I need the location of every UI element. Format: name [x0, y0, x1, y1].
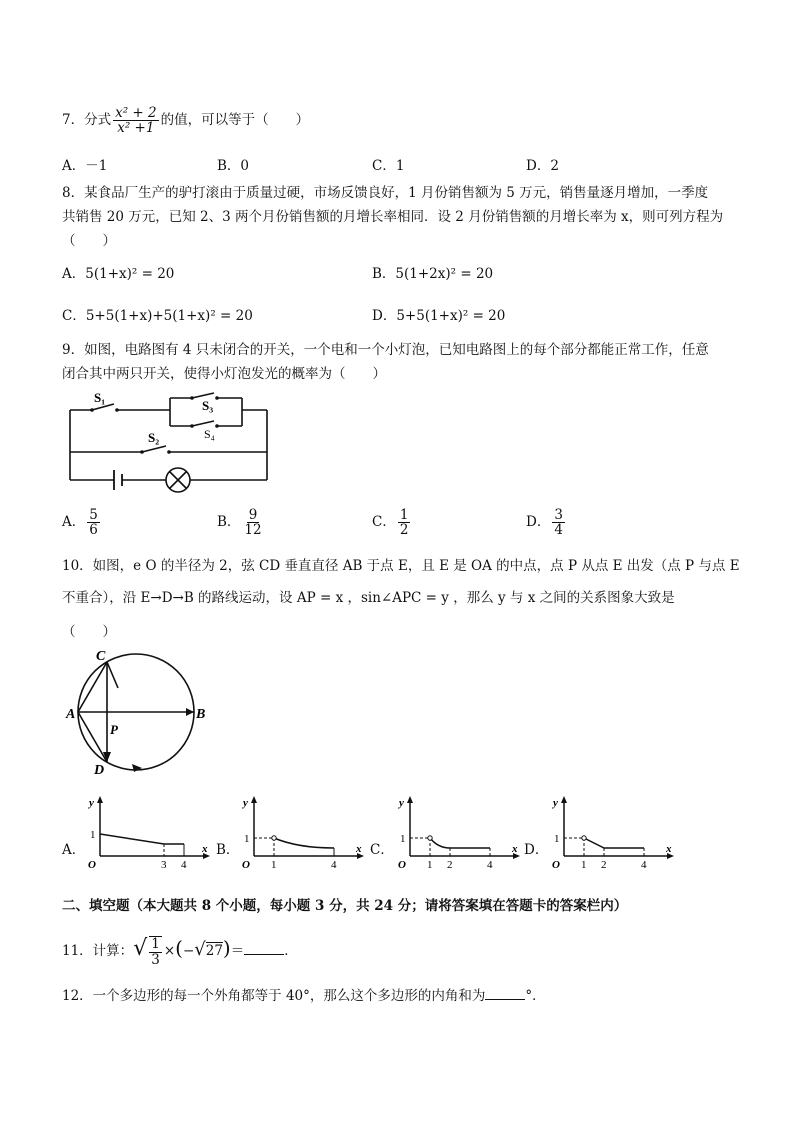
q7-numerator: x² + 2	[115, 104, 157, 121]
q11-suffix: ．	[284, 943, 298, 959]
graph-d-origin: O	[552, 859, 560, 871]
graph-d-tick-2: 2	[601, 859, 607, 871]
q10-graph-a	[84, 792, 214, 872]
q9-option-d-fraction	[552, 508, 565, 537]
q11-minus: −	[182, 943, 195, 959]
graph-b-origin: O	[242, 859, 250, 871]
q7-option-d[interactable]: D．2	[526, 158, 559, 174]
q10-option-c[interactable]	[370, 792, 525, 882]
q7-suffix: 的值，可以等于（ ）	[160, 112, 310, 128]
q10-option-a-letter: A．	[62, 842, 86, 858]
graph-a-tick-4: 4	[181, 859, 187, 871]
q7-option-b[interactable]: B．0	[217, 158, 250, 174]
q10-option-d[interactable]	[524, 792, 679, 882]
q8-option-b[interactable]: B．5(1+2x)² = 20	[372, 266, 494, 282]
switch-s4-label: S₄	[204, 427, 215, 441]
q11-fraction	[149, 936, 162, 966]
q9-option-a[interactable]	[62, 508, 102, 537]
graph-d-y: y	[553, 797, 558, 809]
graph-d-tick-1: 1	[581, 859, 587, 871]
switch-s3-label: S₃	[202, 398, 214, 413]
q10-line3: （ ）	[62, 624, 116, 640]
q9-line1: 9．如图，电路图有 4 只未闭合的开关，一个电和一个小灯泡，已知电路图上的每个部分都能正常工作，任意	[62, 342, 709, 358]
q12-answer-blank[interactable]	[485, 987, 525, 1000]
graph-b-one: 1	[244, 833, 250, 845]
graph-c-tick-2: 2	[447, 859, 453, 871]
q7-prefix: 7．分式	[62, 112, 112, 128]
graph-a-origin: O	[88, 859, 96, 871]
q7-denominator: x² +1	[117, 120, 155, 136]
q9-line2: 闭合其中两只开关，使得小灯泡发光的概率为（ ）	[62, 366, 386, 382]
q9-option-d-num: 3	[554, 507, 563, 523]
q8-option-c[interactable]: C．5+5(1+x)+5(1+x)² = 20	[62, 308, 253, 324]
switch-s1-label: S₁	[94, 390, 106, 405]
q10-option-b-letter: B．	[216, 842, 240, 858]
graph-c-origin: O	[398, 859, 406, 871]
graph-b-tick-1: 1	[271, 859, 277, 871]
graph-a-y: y	[89, 797, 94, 809]
q10-option-d-letter: D．	[524, 842, 549, 858]
q10-graph-d	[548, 792, 678, 872]
q9-option-c[interactable]	[372, 508, 412, 537]
graph-b-tick-4: 4	[331, 859, 337, 871]
graph-c-one: 1	[400, 833, 406, 845]
q10-option-a[interactable]	[62, 792, 212, 882]
point-c-label: C	[96, 649, 106, 664]
q9-option-b[interactable]	[217, 508, 266, 537]
q8-line2: 共销售 20 万元，已知 2、3 两个月份销售额的月增长率相同．设 2 月份销售额的月增长率为 x，则可列方程为	[62, 209, 724, 225]
graph-d-tick-4: 4	[641, 859, 647, 871]
q12-suffix: °．	[525, 988, 546, 1004]
q7-fraction	[113, 106, 159, 135]
q7-option-c[interactable]: C．1	[372, 158, 405, 174]
point-p-label: P	[110, 722, 118, 737]
point-a-label: A	[66, 707, 76, 722]
q11-paren-close: )	[222, 936, 231, 960]
q9-option-a-num: 5	[89, 507, 98, 523]
q9-option-b-den: 12	[244, 522, 262, 539]
q10-graph-b	[238, 792, 368, 872]
q9-option-b-num: 9	[248, 507, 258, 523]
q11-times: ×	[163, 943, 176, 959]
graph-a-x: x	[202, 843, 208, 855]
q8-option-a[interactable]: A．5(1+x)² = 20	[62, 266, 175, 282]
point-d-label: D	[94, 763, 105, 778]
q8-line1: 8．某食品厂生产的驴打滚由于质量过硬，市场反馈良好，1 月份销售额为 5 万元，销售量逐月增加，一季度	[62, 185, 709, 201]
q10-option-c-letter: C．	[370, 842, 394, 858]
q9-option-a-den: 6	[89, 522, 98, 539]
q11-equals: ＝	[230, 943, 245, 959]
q9-option-d-letter: D．	[526, 514, 551, 531]
q12-text: 12．一个多边形的每一个外角都等于 40°，那么这个多边形的内角和为	[62, 988, 486, 1004]
graph-d-one: 1	[554, 833, 560, 845]
q11-stem	[62, 928, 298, 968]
q10-line2: 不重合），沿 E→D→B 的路线运动，设 AP = x ，sin∠APC = y ，那么 y 与 x 之间的关系图象大致是	[62, 590, 675, 606]
graph-a-one: 1	[90, 829, 96, 841]
q10-graph-c	[394, 792, 524, 872]
graph-d-x: x	[666, 843, 672, 855]
graph-c-y: y	[399, 797, 404, 809]
q11-paren: (	[175, 936, 183, 960]
q7-option-a[interactable]: A．－1	[62, 158, 108, 174]
q11-prefix: 11．计算：	[62, 943, 134, 959]
q12-stem	[62, 984, 546, 1004]
sqrt-sign-icon-2: √	[194, 939, 206, 960]
q9-option-c-letter: C．	[372, 514, 396, 531]
q9-option-d-den: 4	[554, 522, 563, 539]
q11-radicand: 27	[205, 943, 223, 959]
q9-option-a-fraction	[87, 508, 100, 537]
graph-c-tick-1: 1	[427, 859, 433, 871]
q9-option-a-letter: A．	[62, 514, 86, 531]
q11-answer-blank[interactable]	[244, 942, 284, 955]
q10-option-b[interactable]	[216, 792, 366, 882]
graph-a-tick-3: 3	[161, 859, 167, 871]
sqrt-sign-icon: √	[133, 936, 148, 961]
q9-option-b-fraction	[242, 508, 263, 537]
graph-b-y: y	[243, 797, 248, 809]
q9-option-c-fraction	[398, 508, 411, 537]
q8-line3: （ ）	[62, 233, 116, 249]
q8-option-d[interactable]: D．5+5(1+x)² = 20	[372, 308, 506, 324]
section2-title: 二、填空题（本大题共 8 个小题，每小题 3 分，共 24 分；请将答案填在答题卡的答案栏内）	[62, 898, 628, 914]
graph-c-x: x	[512, 843, 518, 855]
graph-c-tick-4: 4	[487, 859, 493, 871]
circuit-diagram	[62, 388, 277, 500]
point-b-label: B	[196, 707, 206, 722]
q9-option-c-num: 1	[399, 507, 409, 523]
q11-num: 1	[151, 936, 160, 953]
graph-b-x: x	[356, 843, 362, 855]
q11-den: 3	[151, 951, 160, 968]
q9-option-b-letter: B．	[217, 514, 241, 531]
switch-s2-label: S₂	[148, 430, 160, 445]
q9-option-d[interactable]	[526, 508, 567, 537]
q9-option-c-den: 2	[399, 522, 409, 539]
q7-stem	[62, 102, 309, 138]
q10-line1: 10．如图，e O 的半径为 2，弦 CD 垂直直径 AB 于点 E，且 E 是 OA 的中点，点 P 从点 E 出发（点 P 与点 E	[62, 558, 740, 574]
circle-diagram	[62, 648, 212, 778]
